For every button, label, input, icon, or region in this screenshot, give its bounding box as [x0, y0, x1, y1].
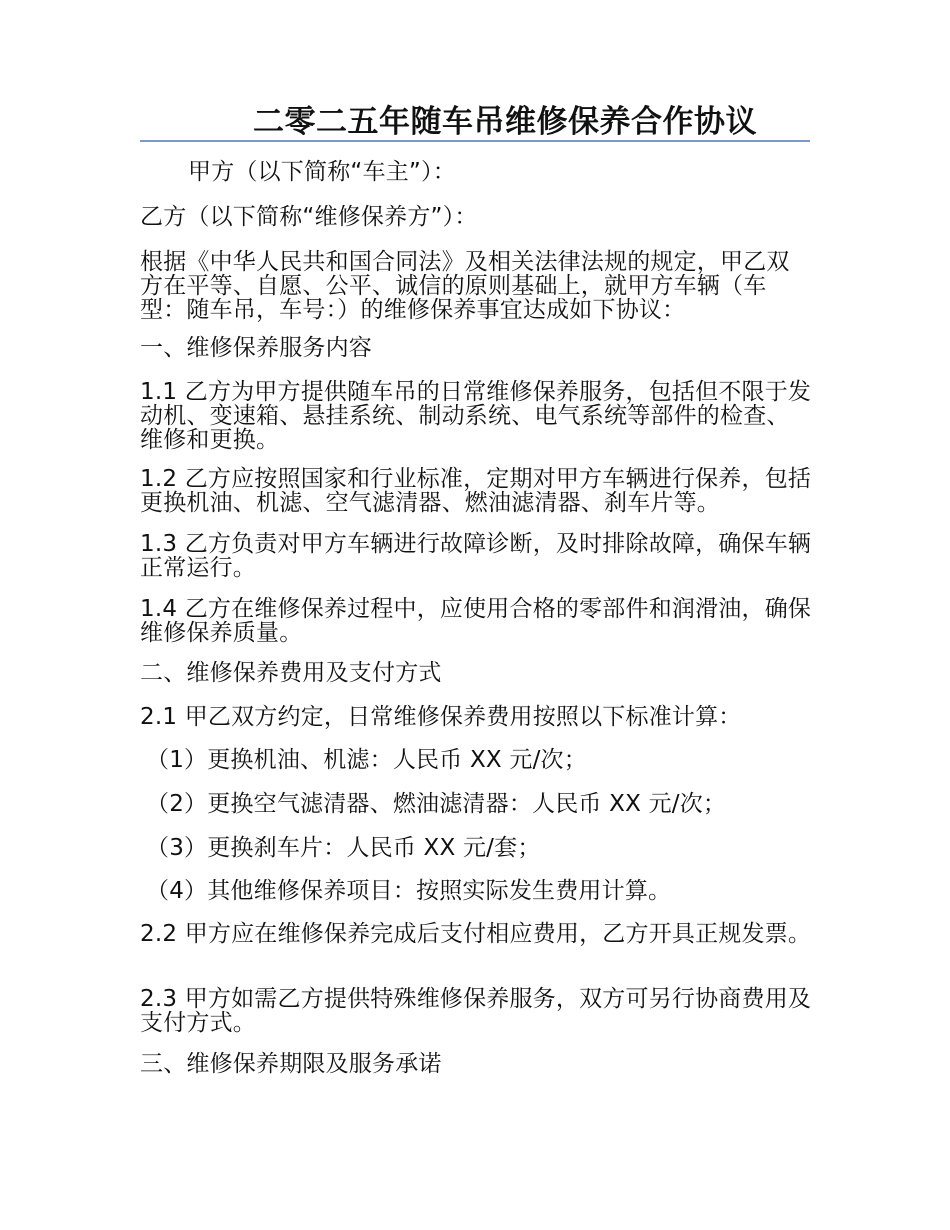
fee-item-3: （3）更换刹车片：人民币 XX 元/套； — [146, 835, 541, 861]
clause-1-3: 1.3 乙方负责对甲方车辆进行故障诊断，及时排除故障，确保车辆正常运行。 — [140, 531, 812, 581]
party-a-line: 甲方（以下简称“车主”）： — [188, 159, 456, 185]
clause-1-1: 1.1 乙方为甲方提供随车吊的日常维修保养服务，包括但不限于发动机、变速箱、悬挂系统、制动系统、电气系统等部件的检查、维修和更换。 — [140, 379, 812, 453]
fee-item-4: （4）其他维修保养项目：按照实际发生费用计算。 — [146, 878, 672, 904]
clause-1-4: 1.4 乙方在维修保养过程中，应使用合格的零部件和润滑油，确保维修保养质量。 — [140, 596, 812, 646]
clause-2-3: 2.3 甲方如需乙方提供特殊维修保养服务，双方可另行协商费用及支付方式。 — [140, 986, 812, 1036]
fee-item-2: （2）更换空气滤清器、燃油滤清器：人民币 XX 元/次； — [146, 791, 727, 817]
clause-2-1: 2.1 甲乙双方约定，日常维修保养费用按照以下标准计算： — [140, 704, 742, 730]
fee-item-1: （1）更换机油、机滤：人民币 XX 元/次； — [146, 747, 587, 773]
document-title: 二零二五年随车吊维修保养合作协议 — [140, 104, 810, 142]
party-b-line: 乙方（以下简称“维修保养方”）： — [140, 204, 478, 230]
clause-2-2: 2.2 甲方应在维修保养完成后支付相应费用，乙方开具正规发票。 — [140, 921, 812, 947]
preamble-paragraph: 根据《中华人民共和国合同法》及相关法律法规的规定，甲乙双方在平等、自愿、公平、诚信的原则基础上，就甲方车辆（车型：随车吊，车号：）的维修保养事宜达成如下协议： — [140, 249, 790, 323]
section-2-heading: 二、维修保养费用及支付方式 — [140, 660, 442, 686]
clause-1-2: 1.2 乙方应按照国家和行业标准，定期对甲方车辆进行保养，包括更换机油、机滤、空气滤清器、燃油滤清器、刹车片等。 — [140, 466, 812, 516]
section-1-heading: 一、维修保养服务内容 — [140, 335, 372, 361]
section-3-heading: 三、维修保养期限及服务承诺 — [140, 1051, 442, 1077]
